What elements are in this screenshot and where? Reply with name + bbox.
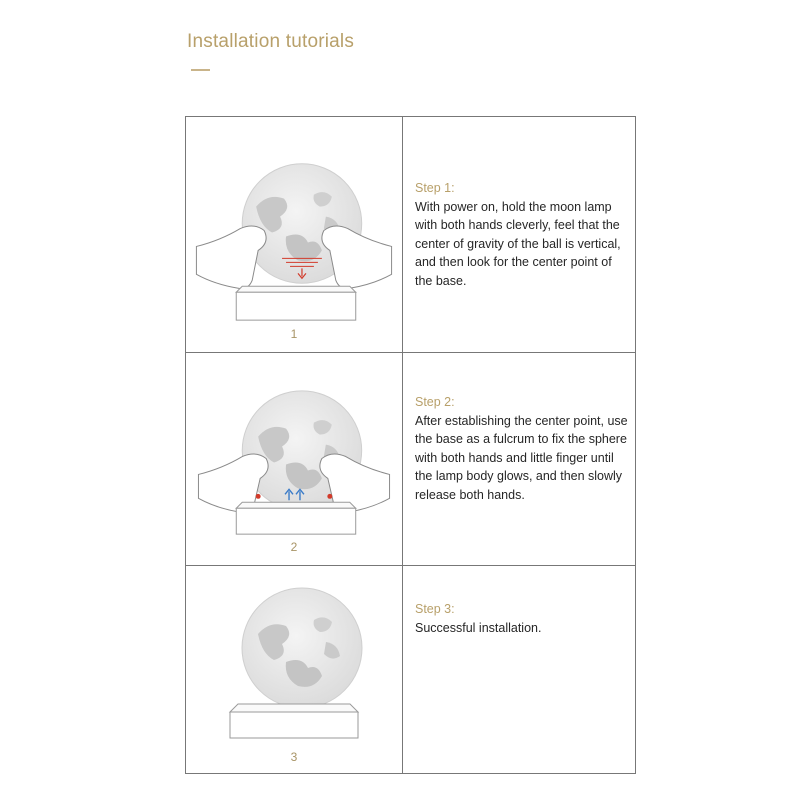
moon-lamp-illustration-2 bbox=[186, 353, 402, 565]
step-2-illustration-cell bbox=[186, 353, 403, 566]
tutorial-table bbox=[185, 116, 636, 774]
moon-lamp-illustration-3 bbox=[186, 566, 402, 773]
step-description: With power on, hold the moon lamp with both hands cleverly, feel that the center of gravity of the ball is vertical, and then look for the center point of the base. bbox=[415, 199, 621, 288]
step-description: After establishing the center point, use the base as a fulcrum to fix the sphere with both hands and little finger until the lamp body glows, and then slowly release both hands. bbox=[415, 413, 628, 502]
step-3-text-cell bbox=[403, 566, 635, 773]
step-label: Step 1: bbox=[415, 181, 455, 195]
step-number: 1 bbox=[290, 327, 298, 341]
step-2-text-cell bbox=[403, 353, 635, 566]
step-label: Step 3: bbox=[415, 602, 455, 616]
title-underline bbox=[191, 69, 210, 71]
moon-lamp-illustration-1 bbox=[186, 117, 402, 352]
step-label: Step 2: bbox=[415, 395, 455, 409]
step-number: 2 bbox=[290, 540, 298, 554]
step-number: 3 bbox=[290, 750, 298, 764]
step-3-illustration-cell bbox=[186, 566, 403, 773]
page-title: Installation tutorials bbox=[187, 31, 355, 52]
step-1-illustration-cell bbox=[186, 117, 403, 353]
step-description: Successful installation. bbox=[415, 620, 542, 635]
step-1-text-cell bbox=[403, 117, 635, 353]
